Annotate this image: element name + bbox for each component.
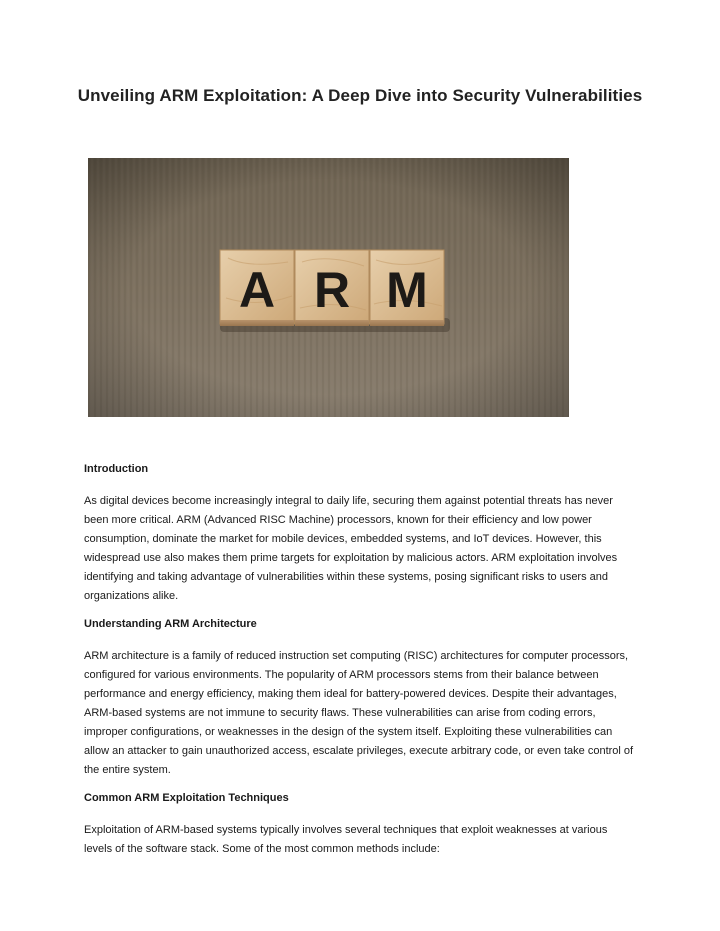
section-paragraph: As digital devices become increasingly integral to daily life, securing them against potential threats has never been more critical. ARM (Advanced RISC Machine) processors, known for their efficiency and low power consumption, dominate the market for mobile devices, embedded systems, and IoT devices. However, this widespread use also makes them prime targets for exploitation by malicious actors. ARM exploitation involves identifying and taking advantage of vulnerabilities within these systems, posing significant risks to users and organizations alike. <box>84 495 618 602</box>
page-title: Unveiling ARM Exploitation: A Deep Dive into Security Vulnerabilities <box>77 86 643 105</box>
section-paragraph: ARM architecture is a family of reduced instruction set computing (RISC) architectures for computer processors, configured for various environments. The popularity of ARM processors stems from their balance between performance and energy efficiency, making them ideal for battery-powered devices. Despite their advantages, ARM-based systems are not immune to security flaws. These vulnerabilities can arise from coding errors, improper configurations, or weaknesses in the design of the system itself. Exploiting these vulnerabilities can allow an attacker to gain unauthorized access, escalate privileges, execute arbitrary code, or even take control of the entire system. <box>84 650 634 776</box>
section-introduction <box>84 460 636 606</box>
block-letter-a: A <box>238 262 276 318</box>
section-paragraph: Exploitation of ARM-based systems typically involves several techniques that exploit weaknesses at various levels of the software stack. Some of the most common methods include: <box>84 824 608 855</box>
section-understanding-arm-architecture <box>84 615 636 780</box>
hero-image-arm-blocks <box>88 158 569 417</box>
wood-block-r <box>295 250 369 326</box>
block-letter-m: M <box>386 262 428 318</box>
section-heading: Common ARM Exploitation Techniques <box>84 792 289 804</box>
article-body <box>84 460 636 859</box>
section-heading: Introduction <box>84 463 149 475</box>
wood-block-a <box>220 250 294 326</box>
wood-block-m <box>370 250 444 326</box>
block-letter-r: R <box>313 262 351 318</box>
section-common-arm-exploitation-techniques <box>84 789 636 859</box>
section-heading: Understanding ARM Architecture <box>84 618 257 630</box>
